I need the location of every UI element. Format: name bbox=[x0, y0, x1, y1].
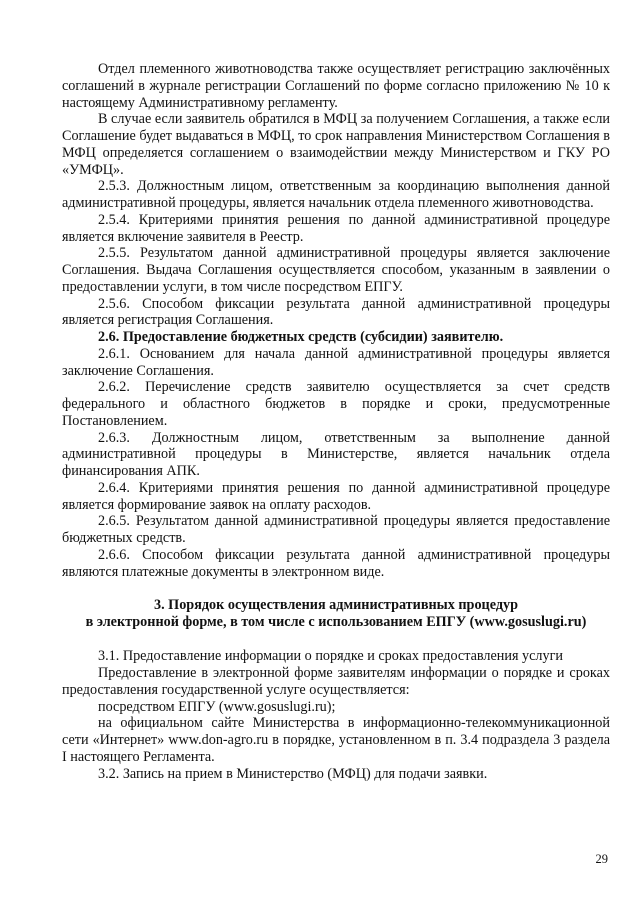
paragraph: 2.6.3. Должностным лицом, ответственным за выполнение данной административной процедуры в Министерстве, является начальник отдела финансирования АПК. bbox=[62, 429, 610, 479]
paragraph: посредством ЕПГУ (www.gosuslugi.ru); bbox=[98, 698, 336, 715]
paragraph: 2.5.3. Должностным лицом, ответственным за координацию выполнения данной административной процедуры, является начальник отдела племенного животноводства. bbox=[62, 178, 610, 211]
paragraph: 2.6.5. Результатом данной административной процедуры является предоставление бюджетных средств. bbox=[62, 513, 610, 546]
document-page bbox=[62, 61, 610, 782]
paragraph: Отдел племенного животноводства также осуществляет регистрацию заключённых соглашений в журнале регистрации Соглашений по форме согласно приложению № 10 к настоящему Административному регламенту. bbox=[62, 61, 610, 111]
paragraph: 2.6.1. Основанием для начала данной административной процедуры является заключение Соглашения. bbox=[62, 345, 610, 379]
paragraph: 3.1. Предоставление информации о порядке и сроках предоставления услуги bbox=[98, 648, 564, 665]
paragraph: 2.5.6. Способом фиксации результата данной административной процедуры является регистрация Соглашения. bbox=[62, 295, 610, 329]
paragraph: 2.6.6. Способом фиксации результата данной административной процедуры являются платежные документы в электронном виде. bbox=[62, 546, 610, 580]
section-title: 3. Порядок осуществления административных процедур bbox=[153, 597, 518, 614]
section-title: в электронной форме, в том числе с использованием ЕПГУ (www.gosuslugi.ru) bbox=[85, 614, 587, 631]
paragraph: Предоставление в электронной форме заявителям информации о порядке и сроках предоставления государственной услуге осуществляется: bbox=[62, 665, 610, 698]
paragraph: 2.6.4. Критериями принятия решения по данной административной процедуре является формирование заявок на оплату расходов. bbox=[62, 479, 610, 513]
paragraph: 2.5.5. Результатом данной административной процедуры является заключение Соглашения. Выдача Соглашения осуществляется способом, указанным в заявлении о предоставлении услуги, в том числе посредством ЕПГУ. bbox=[62, 245, 610, 295]
paragraph: 2.6.2. Перечисление средств заявителю осуществляется за счет средств федерального и областного бюджетов в порядке и сроки, предусмотренные Постановлением. bbox=[62, 379, 610, 429]
paragraph: 3.2. Запись на прием в Министерство (МФЦ) для подачи заявки. bbox=[98, 765, 488, 782]
page-number: 29 bbox=[595, 852, 608, 866]
paragraph: на официальном сайте Министерства в информационно-телекоммуникационной сети «Интернет» www.don-agro.ru в порядке, установленном в п. 3.4 подраздела 3 раздела I настоящего Регламента. bbox=[62, 715, 610, 765]
paragraph: 2.5.4. Критериями принятия решения по данной административной процедуре является включение заявителя в Реестр. bbox=[62, 211, 610, 245]
section-heading: 2.6. Предоставление бюджетных средств (субсидии) заявителю. bbox=[98, 329, 504, 345]
paragraph: В случае если заявитель обратился в МФЦ за получением Соглашения, а также если Соглашение будет выдаваться в МФЦ, то срок направления Министерством Соглашения в МФЦ определяется соглашением о взаимодействии между Министерством и ГКУ РО «УМФЦ». bbox=[62, 111, 610, 178]
